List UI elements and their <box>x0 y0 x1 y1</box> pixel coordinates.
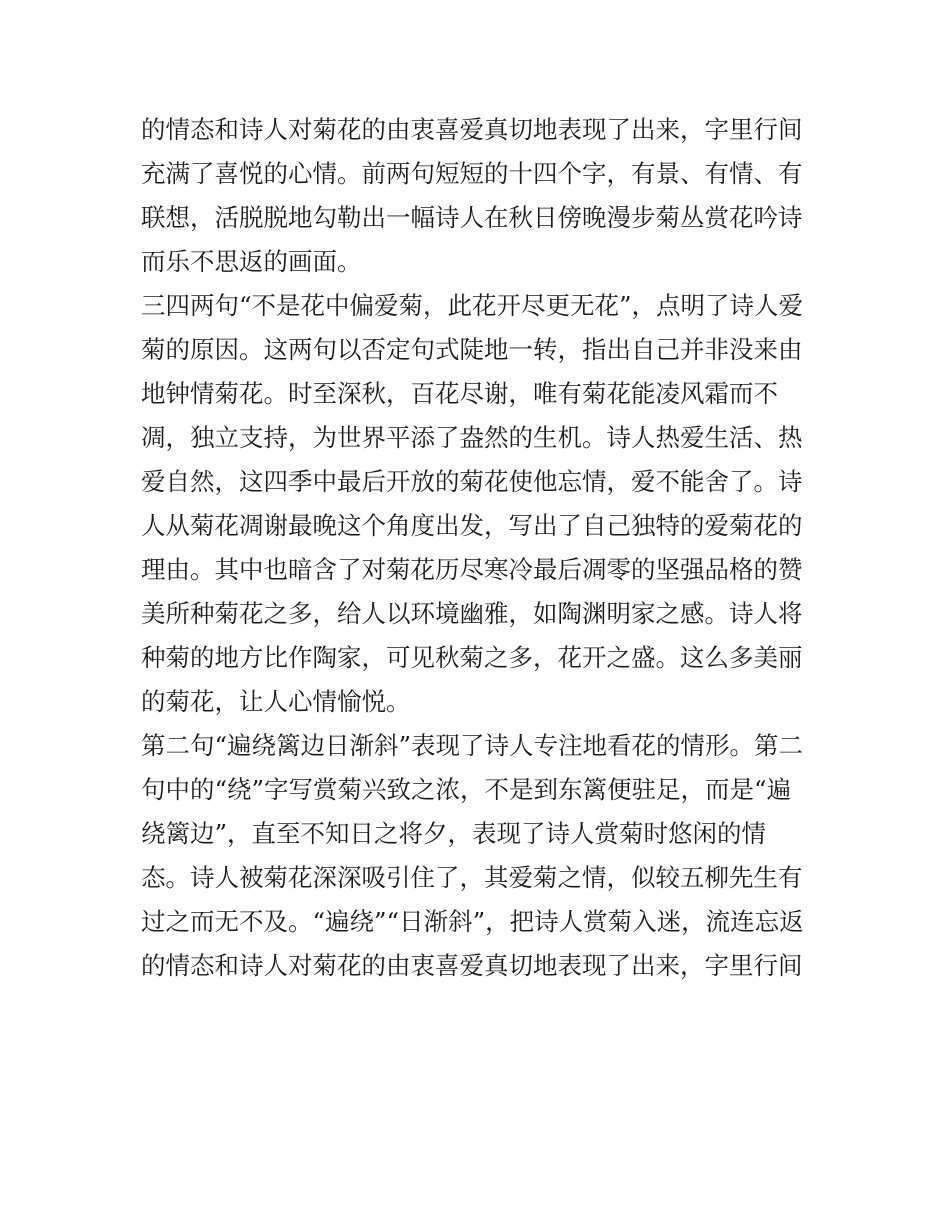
text-line: 地钟情菊花。时至深秋，百花尽谢，唯有菊花能凌风霜而不 <box>141 379 778 408</box>
text-line: 态。诗人被菊花深深吸引住了，其爱菊之情，似较五柳先生有 <box>141 863 803 892</box>
text-line: 种菊的地方比作陶家，可见秋菊之多，花开之盛。这么多美丽 <box>141 643 803 672</box>
text-line: 菊的原因。这两句以否定句式陡地一转，指出自己并非没来由 <box>141 335 803 364</box>
text-line: 人从菊花凋谢最晚这个角度出发，写出了自己独特的爱菊花的 <box>141 511 803 540</box>
text-line: 爱自然，这四季中最后开放的菊花使他忘情，爱不能舍了。诗 <box>141 467 803 496</box>
text-line: 过之而无不及。“遍绕”“日渐斜”，把诗人赏菊入迷，流连忘返 <box>141 907 804 936</box>
text-line: 的情态和诗人对菊花的由衷喜爱真切地表现了出来，字里行间 <box>141 951 803 980</box>
text-line: 的情态和诗人对菊花的由衷喜爱真切地表现了出来，字里行间 <box>141 115 803 144</box>
text-line: 句中的“绕”字写赏菊兴致之浓，不是到东篱便驻足，而是“遍 <box>141 775 792 804</box>
text-line: 理由。其中也暗含了对菊花历尽寒冷最后凋零的坚强品格的赞 <box>141 555 803 584</box>
text-line: 美所种菊花之多，给人以环境幽雅，如陶渊明家之感。诗人将 <box>141 599 803 628</box>
text-line: 联想，活脱脱地勾勒出一幅诗人在秋日傍晚漫步菊丛赏花吟诗 <box>141 203 803 232</box>
text-line: 的菊花，让人心情愉悦。 <box>141 687 411 716</box>
text-line: 绕篱边”，直至不知日之将夕，表现了诗人赏菊时悠闲的情 <box>141 819 767 848</box>
text-line: 三四两句“不是花中偏爱菊，此花开尽更无花”，点明了诗人爱 <box>141 291 804 320</box>
text-line: 凋，独立支持，为世界平添了盎然的生机。诗人热爱生活、热 <box>141 423 803 452</box>
text-line: 充满了喜悦的心情。前两句短短的十四个字，有景、有情、有 <box>141 159 803 188</box>
text-line: 第二句“遍绕篱边日渐斜”表现了诗人专注地看花的情形。第二 <box>141 731 804 760</box>
body-text <box>141 108 821 988</box>
text-line: 而乐不思返的画面。 <box>141 247 362 276</box>
